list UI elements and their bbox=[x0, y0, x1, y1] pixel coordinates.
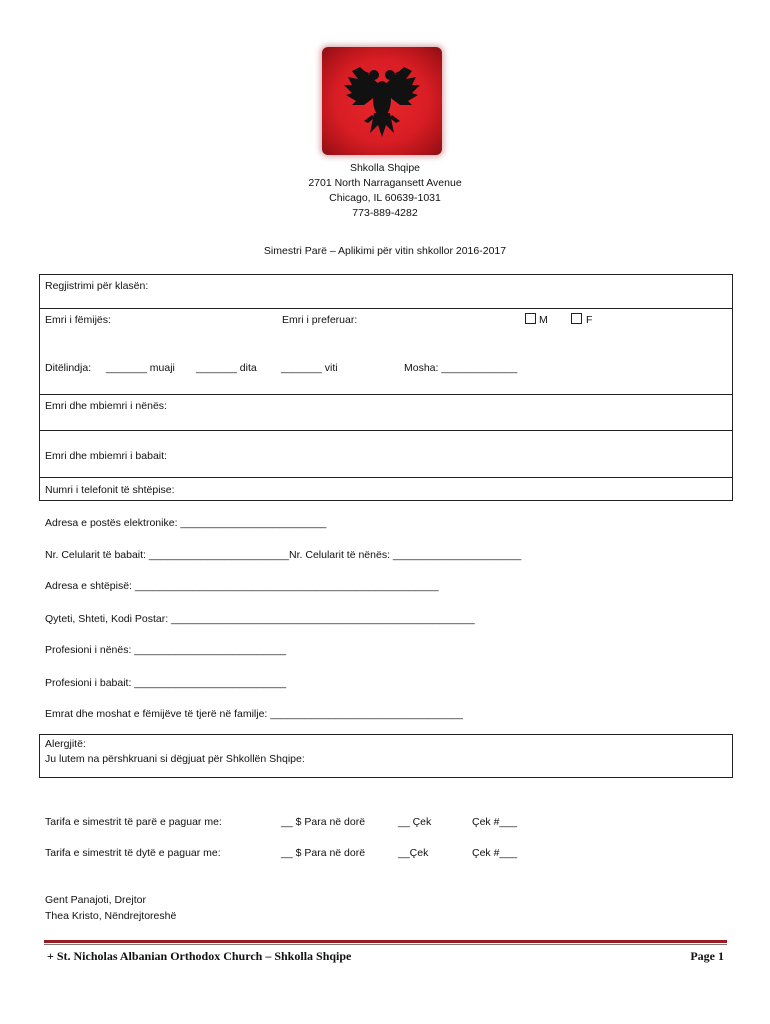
birth-day-field[interactable]: _______ dita bbox=[196, 362, 257, 374]
siblings-field[interactable]: Emrat dhe moshat e fëmijëve të tjerë në familje: _________________________________ bbox=[45, 708, 463, 720]
referral-source-field[interactable]: Ju lutem na përshkruani si dëgjuat për Shkollën Shqipe: bbox=[45, 753, 305, 765]
fee-second-check-number[interactable]: Çek #___ bbox=[472, 847, 517, 859]
fee-first-check-number[interactable]: Çek #___ bbox=[472, 816, 517, 828]
email-field[interactable]: Adresa e postës elektronike: _________________________ bbox=[45, 517, 327, 529]
fee-first-label: Tarifa e simestrit të parë e paguar me: bbox=[45, 816, 222, 828]
school-city: Chicago, IL 60639-1031 bbox=[329, 192, 441, 204]
home-phone-field[interactable]: Numri i telefonit të shtëpise: bbox=[45, 484, 175, 496]
fee-first-check-option[interactable]: __ Çek bbox=[398, 816, 432, 828]
double-headed-eagle-icon bbox=[322, 47, 442, 155]
school-street: 2701 North Narragansett Avenue bbox=[308, 177, 462, 189]
footer-church: + St. Nicholas Albanian Orthodox Church – Shkolla Shqipe bbox=[47, 949, 352, 963]
albanian-flag-logo bbox=[322, 47, 442, 155]
birth-year-field[interactable]: _______ viti bbox=[281, 362, 338, 374]
gender-male-label: M bbox=[539, 314, 548, 326]
fee-second-cash-option[interactable]: __ $ Para në dorë bbox=[281, 847, 366, 859]
divider bbox=[39, 394, 733, 395]
father-name-field[interactable]: Emri dhe mbiemri i babait: bbox=[45, 450, 167, 462]
fee-second-label: Tarifa e simestrit të dytë e paguar me: bbox=[45, 847, 221, 859]
document-title: Simestri Parë – Aplikimi për vitin shkollor 2016-2017 bbox=[263, 245, 507, 257]
age-field[interactable]: Mosha: _____________ bbox=[404, 362, 518, 374]
director-name: Gent Panajoti, Drejtor bbox=[45, 894, 146, 906]
gender-female-label: F bbox=[586, 314, 593, 326]
city-state-zip-field[interactable]: Qyteti, Shteti, Kodi Postar: ____________________________________________________ bbox=[45, 613, 475, 625]
fee-first-cash-option[interactable]: __ $ Para në dorë bbox=[281, 816, 366, 828]
school-name: Shkolla Shqipe bbox=[349, 162, 421, 174]
home-address-field[interactable]: Adresa e shtëpisë: ____________________________________________________ bbox=[45, 580, 439, 592]
mother-name-field[interactable]: Emri dhe mbiemri i nënës: bbox=[45, 400, 167, 412]
fee-second-check-option[interactable]: __Çek bbox=[398, 847, 429, 859]
gender-male-checkbox[interactable] bbox=[525, 313, 536, 324]
page-number: Page 1 bbox=[690, 949, 724, 963]
father-profession-field[interactable]: Profesioni i babait: __________________________ bbox=[45, 677, 287, 689]
footer-rule bbox=[44, 940, 727, 943]
divider bbox=[39, 308, 733, 309]
gender-female-checkbox[interactable] bbox=[571, 313, 582, 324]
birthdate-label: Ditëlindja: bbox=[45, 362, 92, 374]
footer-rule-thin bbox=[44, 944, 727, 945]
mother-profession-field[interactable]: Profesioni i nënës: __________________________ bbox=[45, 644, 287, 656]
preferred-name-field[interactable]: Emri i preferuar: bbox=[282, 314, 358, 326]
registration-class-field[interactable]: Regjistrimi për klasën: bbox=[45, 280, 149, 292]
divider bbox=[39, 430, 733, 431]
parents-cell-field[interactable]: Nr. Celularit të babait: ________________________Nr. Celularit të nënës: ______________________ bbox=[45, 549, 522, 561]
birth-month-field[interactable]: _______ muaji bbox=[106, 362, 175, 374]
child-name-field[interactable]: Emri i fëmijës: bbox=[45, 314, 111, 326]
vice-director-name: Thea Kristo, Nëndrejtoreshë bbox=[45, 910, 177, 922]
divider bbox=[39, 477, 733, 478]
allergies-field[interactable]: Alergjitë: bbox=[45, 738, 86, 750]
school-phone: 773-889-4282 bbox=[352, 207, 418, 219]
